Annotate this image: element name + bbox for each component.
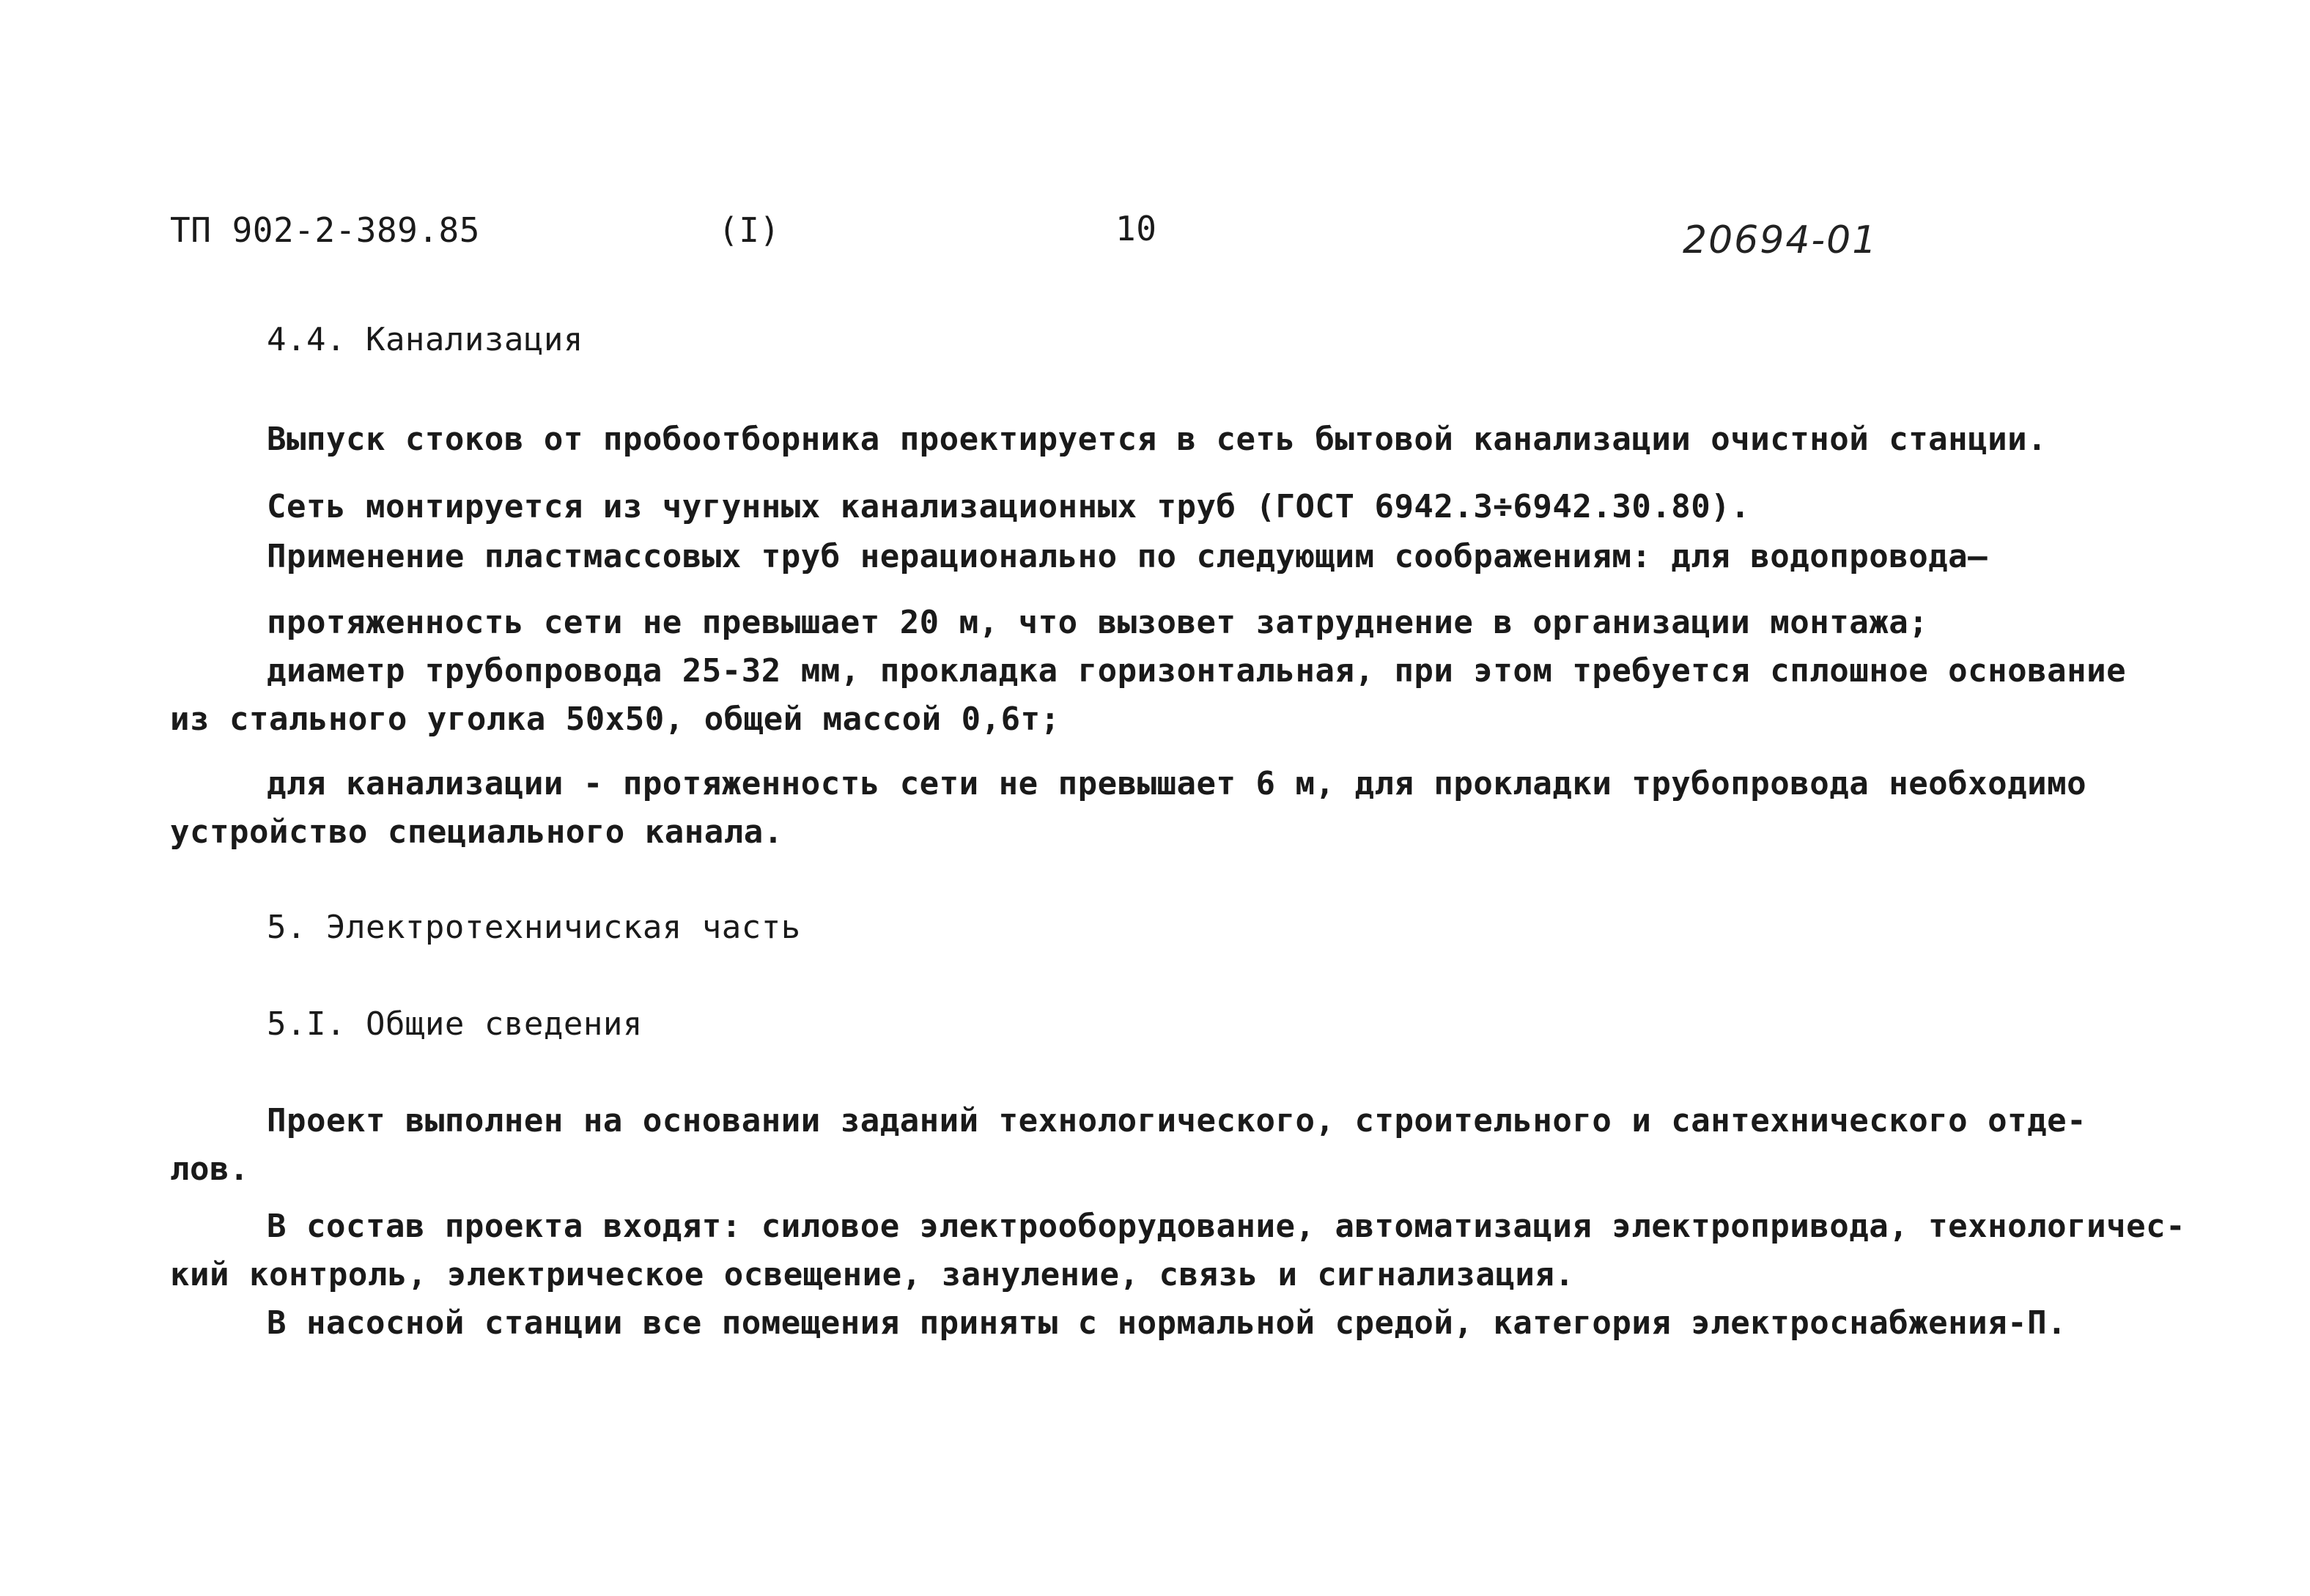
page-number: 10 [1115, 209, 1157, 248]
paragraph-line: диаметр трубопровода 25-32 мм, прокладка горизонтальная, при этом требуется сплошное основание [267, 652, 2127, 690]
paragraph-line: из стального уголка 50х50, общей массой 0,6т; [170, 701, 1060, 738]
part-number: (I) [718, 210, 781, 250]
paragraph-line: Выпуск стоков от пробоотборника проектируется в сеть бытовой канализации очистной станции. [267, 421, 2048, 458]
section-heading-electrical: 5. Электротехничиская часть [267, 909, 801, 946]
inventory-number-stamp: 20694-01 [1683, 218, 1878, 262]
section-heading-general: 5.I. Общие сведения [267, 1005, 643, 1043]
paragraph-line: В насосной станции все помещения приняты с нормальной средой, категория электроснабжения-П. [267, 1304, 2067, 1342]
document-code: ТП 902-2-389.85 [170, 210, 480, 250]
paragraph-line: Сеть монтируется из чугунных канализационных труб (ГОСТ 6942.3÷6942.30.80). [267, 488, 1751, 525]
paragraph-line: Проект выполнен на основании заданий технологического, строительного и сантехнического отде- [267, 1102, 2087, 1139]
paragraph-line: для канализации - протяженность сети не превышает 6 м, для прокладки трубопровода необходимо [267, 765, 2087, 802]
paragraph-line: протяженность сети не превышает 20 м, что вызовет затруднение в организации монтажа; [267, 604, 1929, 641]
paragraph-line: В состав проекта входят: силовое электрооборудование, автоматизация электропривода, технологичес- [267, 1208, 2186, 1245]
paragraph-line: Применение пластмассовых труб нерационально по следующим соображениям: для водопровода— [267, 538, 1988, 575]
paragraph-line: устройство специального канала. [170, 813, 783, 851]
section-heading-sewerage: 4.4. Канализация [267, 321, 583, 358]
paragraph-line: лов. [170, 1150, 249, 1188]
paragraph-line: кий контроль, электрическое освещение, зануление, связь и сигнализация. [170, 1256, 1575, 1293]
